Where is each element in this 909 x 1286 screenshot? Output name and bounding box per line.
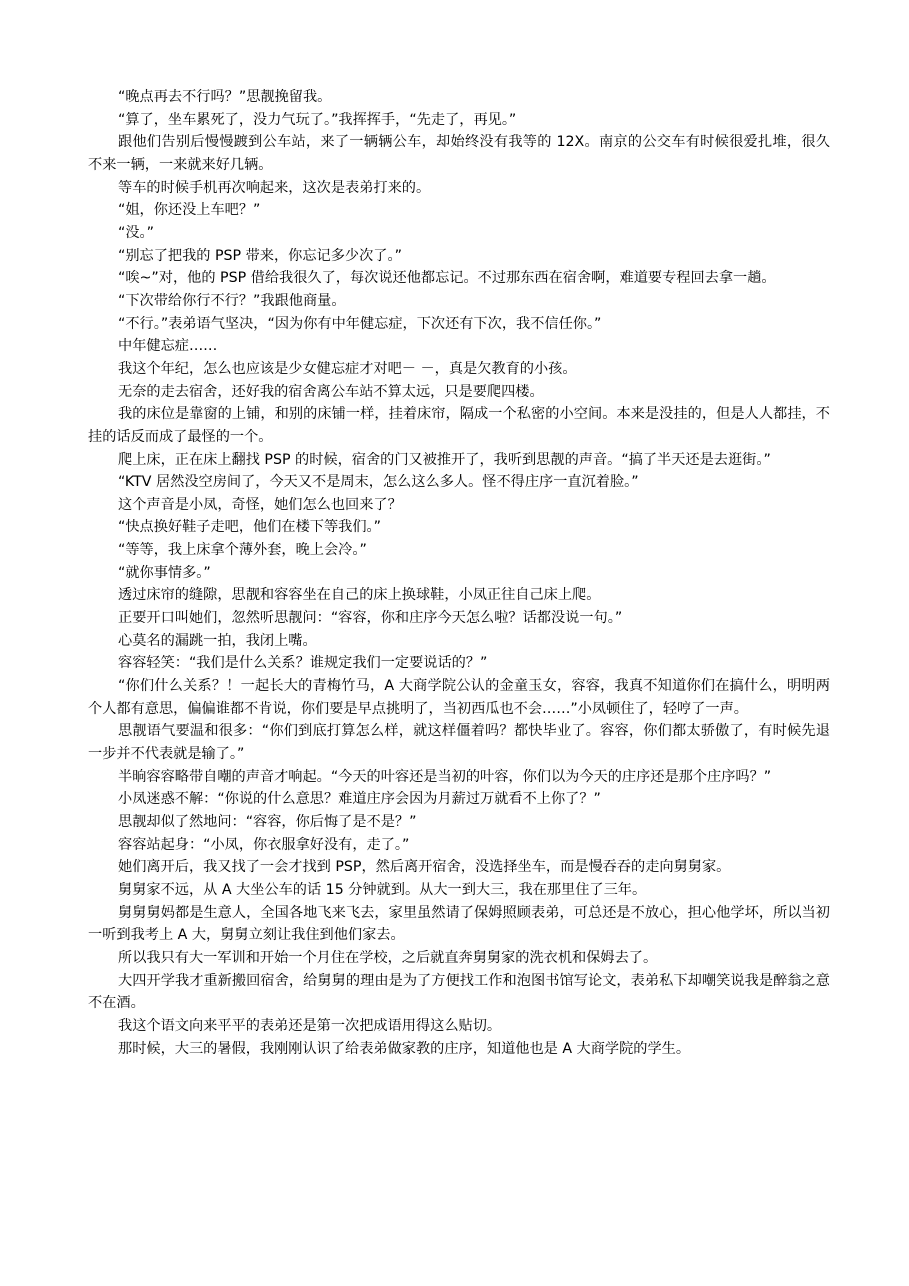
paragraph: 心莫名的漏跳一拍，我闭上嘴。 bbox=[118, 632, 317, 649]
paragraph: “唉~”对，他的 PSP 借给我很久了，每次说还他都忘记。不过那东西在宿舍啊，难道要专程回去拿一趟。 bbox=[118, 270, 776, 287]
paragraph: “不行。”表弟语气坚决，“因为你有中年健忘症，下次还有下次，我不信任你。” bbox=[118, 315, 602, 332]
paragraph: 她们离开后，我又找了一会才找到 PSP，然后离开宿舍，没选择坐车，而是慢吞吞的走向舅舅家。 bbox=[118, 859, 731, 876]
paragraph: “算了，坐车累死了，没力气玩了。”我挥挥手，“先走了，再见。” bbox=[118, 111, 517, 128]
paragraph: 舅舅舅妈都是生意人，全国各地飞来飞去，家里虽然请了保姆照顾表弟，可总还是不放心，担心他学坏，所以当初一听到我考上 A 大，舅舅立刻让我住到他们家去。 bbox=[88, 904, 830, 944]
paragraph: “你们什么关系？！一起长大的青梅竹马，A 大商学院公认的金童玉女，容容，我真不知道你们在搞什么，明明两个人都有意思，偏偏谁都不肯说，你们要是早点挑明了，当初西瓜也不会……”小凤顿住了，轻哼了一声。 bbox=[88, 678, 830, 717]
paragraph: 思靓却似了然地问：“容容，你后悔了是不是？” bbox=[118, 814, 417, 830]
paragraph: 爬上床，正在床上翻找 PSP 的时候，宿舍的门又被推开了，我听到思靓的声音。“搞了半天还是去逛街。” bbox=[118, 451, 771, 468]
paragraph: 我的床位是靠窗的上铺，和别的床铺一样，挂着床帘，隔成一个私密的小空间。本来是没挂的，但是人人都挂，不挂的话反而成了最怪的一个。 bbox=[88, 406, 830, 445]
paragraph: “姐，你还没上车吧？” bbox=[118, 202, 261, 219]
paragraph: 思靓语气要温和很多：“你们到底打算怎么样，就这样僵着吗？都快毕业了。容容，你们都太骄傲了，有时候先退一步并不代表就是输了。” bbox=[88, 723, 830, 763]
paragraph: 半晌容容略带自嘲的声音才响起。“今天的叶容还是当初的叶容，你们以为今天的庄序还是那个庄序吗？” bbox=[118, 768, 772, 785]
paragraph: “快点换好鞋子走吧，他们在楼下等我们。” bbox=[118, 519, 381, 536]
paragraph: “就你事情多。” bbox=[118, 564, 211, 581]
paragraph: 透过床帘的缝隙，思靓和容容坐在自己的床上换球鞋，小凤正往自己床上爬。 bbox=[118, 587, 601, 604]
paragraph: “KTV 居然没空房间了，今天又不是周末，怎么这么多人。怪不得庄序一直沉着脸。” bbox=[118, 474, 639, 491]
paragraph: 大四开学我才重新搬回宿舍，给舅舅的理由是为了方便找工作和泡图书馆写论文，表弟私下却嘲笑说我是醉翁之意不在酒。 bbox=[88, 972, 830, 1012]
paragraph: “没。” bbox=[118, 224, 154, 241]
paragraph: 所以我只有大一军训和开始一个月住在学校，之后就直奔舅舅家的洗衣机和保姆去了。 bbox=[118, 949, 658, 966]
paragraph: 容容轻笑：“我们是什么关系？谁规定我们一定要说话的？” bbox=[118, 655, 488, 672]
paragraph: 我这个年纪，怎么也应该是少女健忘症才对吧－ －，真是欠教育的小孩。 bbox=[118, 360, 577, 377]
paragraph: 我这个语文向来平平的表弟还是第一次把成语用得这么贴切。 bbox=[118, 1017, 502, 1034]
paragraph: 中年健忘症…… bbox=[118, 338, 218, 355]
paragraph: 这个声音是小凤，奇怪，她们怎么也回来了？ bbox=[118, 496, 402, 513]
paragraph: “别忘了把我的 PSP 带来，你忘记多少次了。” bbox=[118, 247, 402, 264]
paragraph: 跟他们告别后慢慢踱到公车站，来了一辆辆公车，却始终没有我等的 12X。南京的公交车有时候很爱扎堆，很久不来一辆，一来就来好几辆。 bbox=[88, 134, 830, 173]
paragraph: “下次带给你行不行？”我跟他商量。 bbox=[118, 292, 346, 309]
paragraph: 正要开口叫她们，忽然听思靓问：“容容，你和庄序今天怎么啦？话都没说一句。” bbox=[118, 610, 623, 627]
paragraph: “等等，我上床拿个薄外套，晚上会冷。” bbox=[118, 542, 367, 559]
document-page bbox=[88, 86, 830, 1060]
paragraph: “晚点再去不行吗？”思靓挽留我。 bbox=[118, 89, 332, 105]
paragraph: 小凤迷惑不解：“你说的什么意思？难道庄序会因为月薪过万就看不上你了？” bbox=[118, 791, 601, 808]
paragraph: 容容站起身：“小凤，你衣服拿好没有，走了。” bbox=[118, 836, 410, 853]
paragraph: 无奈的走去宿舍，还好我的宿舍离公车站不算太远，只是要爬四楼。 bbox=[118, 383, 544, 400]
paragraph: 那时候，大三的暑假，我刚刚认识了给表弟做家教的庄序，知道他也是 A 大商学院的学生。 bbox=[118, 1040, 691, 1057]
paragraph: 等车的时候手机再次响起来，这次是表弟打来的。 bbox=[118, 179, 431, 196]
paragraph: 舅舅家不远，从 A 大坐公车的话 15 分钟就到。从大一到大三，我在那里住了三年。 bbox=[118, 881, 647, 898]
